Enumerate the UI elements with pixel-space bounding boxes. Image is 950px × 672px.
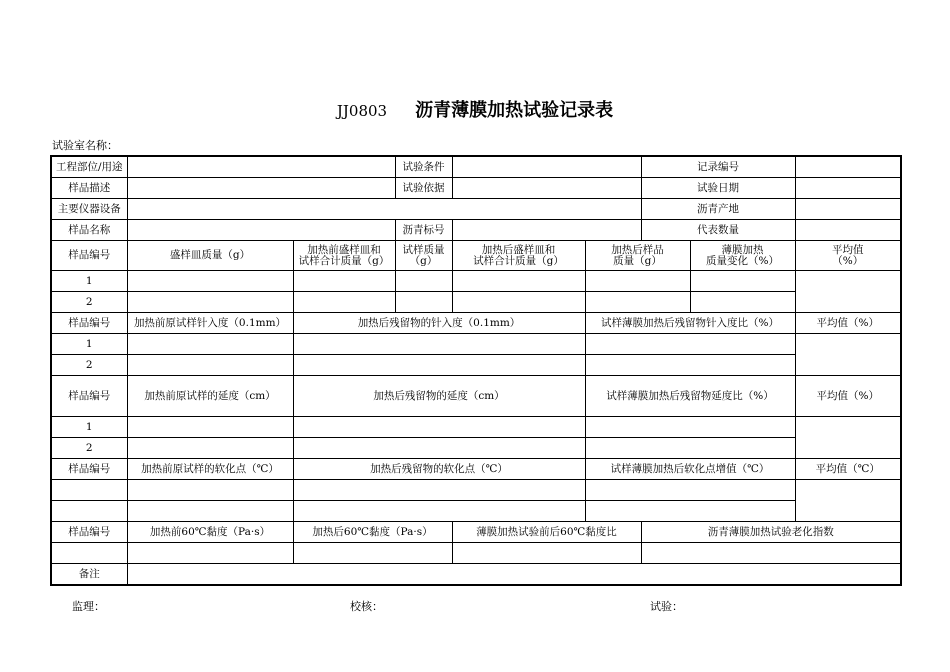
grade-field[interactable] (452, 220, 641, 241)
basis-field[interactable] (452, 178, 641, 199)
soft-after-cell[interactable] (293, 501, 585, 522)
sample-name-label: 样品名称 (51, 220, 127, 241)
ductility-row-2 (51, 438, 901, 459)
mass-sample-no-header: 样品编号 (51, 241, 127, 271)
duc-avg-cell[interactable] (795, 417, 901, 459)
soft-increase-cell[interactable] (585, 501, 795, 522)
softening-row-2 (51, 501, 901, 522)
instruments-field[interactable] (127, 199, 641, 220)
info-row-1 (51, 156, 901, 178)
dish-mass-header: 盛样皿质量（g） (127, 241, 293, 271)
heated-mass-cell[interactable] (585, 271, 690, 292)
pen-before-header: 加热前原试样针入度（0.1mm） (127, 313, 293, 334)
soft-increase-cell[interactable] (585, 480, 795, 501)
info-row-2 (51, 178, 901, 199)
duc-after-header: 加热后残留物的延度（cm） (293, 376, 585, 417)
before-total-cell[interactable] (293, 271, 395, 292)
reviewer-label: 校核： (350, 600, 383, 613)
duc-ratio-cell[interactable] (585, 438, 795, 459)
viscosity-row (51, 543, 901, 564)
soft-sample-cell[interactable] (51, 501, 127, 522)
test-date-label: 试验日期 (641, 178, 795, 199)
soft-before-header: 加热前原试样的软化点（℃） (127, 459, 293, 480)
pen-before-cell[interactable] (127, 355, 293, 376)
document-title (0, 96, 950, 122)
form-title: 沥青薄膜加热试验记录表 (415, 100, 614, 121)
heated-mass-cell[interactable] (585, 292, 690, 313)
remarks-row (51, 564, 901, 586)
mass-row-number: 2 (51, 292, 127, 313)
visc-before-header: 加热前60℃黏度（Pa·s） (127, 522, 293, 543)
penetration-header-row (51, 313, 901, 334)
soft-after-header: 加热后残留物的软化点（℃） (293, 459, 585, 480)
duc-before-header: 加热前原试样的延度（cm） (127, 376, 293, 417)
visc-aging-header: 沥青薄膜加热试验老化指数 (641, 522, 901, 543)
soft-before-cell[interactable] (127, 480, 293, 501)
duc-sample-no-header: 样品编号 (51, 376, 127, 417)
soft-sample-no-header: 样品编号 (51, 459, 127, 480)
duc-row-number: 2 (51, 438, 127, 459)
viscosity-header-row (51, 522, 901, 543)
soft-sample-cell[interactable] (51, 480, 127, 501)
pen-sample-no-header: 样品编号 (51, 313, 127, 334)
form-code: JJ0803 (336, 102, 388, 120)
soft-before-cell[interactable] (127, 501, 293, 522)
penetration-row-1 (51, 334, 901, 355)
duc-ratio-header: 试样薄膜加热后残留物延度比（%） (585, 376, 795, 417)
project-field[interactable] (127, 156, 395, 178)
heated-mass-header: 加热后样品 质量（g） (585, 241, 690, 271)
pen-row-number: 2 (51, 355, 127, 376)
tester-label: 试验： (650, 600, 683, 613)
duc-avg-header: 平均值（%） (795, 376, 901, 417)
sample-mass-header: 试样质量 （g） (395, 241, 452, 271)
conditions-field[interactable] (452, 156, 641, 178)
pen-row-number: 1 (51, 334, 127, 355)
soft-avg-header: 平均值（℃） (795, 459, 901, 480)
mass-row-2 (51, 292, 901, 313)
ductility-header-row (51, 376, 901, 417)
instruments-label: 主要仪器设备 (51, 199, 127, 220)
record-no-label: 记录编号 (641, 156, 795, 178)
pen-ratio-header: 试样薄膜加热后残留物针入度比（%） (585, 313, 795, 334)
lab-name-label: 试验室名称： (52, 139, 118, 152)
grade-label: 沥青标号 (395, 220, 452, 241)
soft-avg-cell[interactable] (795, 480, 901, 522)
mass-change-cell[interactable] (690, 271, 795, 292)
origin-label: 沥青产地 (641, 199, 795, 220)
origin-field[interactable] (795, 199, 901, 220)
sample-desc-label: 样品描述 (51, 178, 127, 199)
record-no-field[interactable] (795, 156, 901, 178)
mass-header-row (51, 241, 901, 271)
after-total-cell[interactable] (452, 292, 585, 313)
soft-increase-header: 试样薄膜加热后软化点增值（℃） (585, 459, 795, 480)
pen-avg-cell[interactable] (795, 334, 901, 376)
pen-avg-header: 平均值（%） (795, 313, 901, 334)
ductility-row-1 (51, 417, 901, 438)
softening-header-row (51, 459, 901, 480)
mass-row-1 (51, 271, 901, 292)
basis-label: 试验依据 (395, 178, 452, 199)
mass-avg-header: 平均值 （%） (795, 241, 901, 271)
quantity-field[interactable] (795, 220, 901, 241)
visc-sample-no-header: 样品编号 (51, 522, 127, 543)
sample-mass-cell[interactable] (395, 292, 452, 313)
pen-ratio-cell[interactable] (585, 355, 795, 376)
conditions-label: 试验条件 (395, 156, 452, 178)
soft-after-cell[interactable] (293, 480, 585, 501)
mass-row-number: 1 (51, 271, 127, 292)
test-date-field[interactable] (795, 178, 901, 199)
info-row-3 (51, 199, 901, 220)
sample-name-field[interactable] (127, 220, 395, 241)
pen-after-cell[interactable] (293, 334, 585, 355)
mass-change-header: 薄膜加热 质量变化（%） (690, 241, 795, 271)
softening-row-1 (51, 480, 901, 501)
sample-desc-field[interactable] (127, 178, 395, 199)
visc-aging-cell[interactable] (641, 543, 901, 564)
after-total-header: 加热后盛样皿和 试样合计质量（g） (452, 241, 585, 271)
duc-before-cell[interactable] (127, 438, 293, 459)
visc-ratio-cell[interactable] (452, 543, 641, 564)
penetration-row-2 (51, 355, 901, 376)
record-table (50, 155, 902, 586)
visc-after-cell[interactable] (293, 543, 452, 564)
dish-mass-cell[interactable] (127, 271, 293, 292)
pen-ratio-cell[interactable] (585, 334, 795, 355)
sample-mass-cell[interactable] (395, 271, 452, 292)
remarks-label: 备注 (51, 564, 127, 586)
dish-mass-cell[interactable] (127, 292, 293, 313)
duc-after-cell[interactable] (293, 417, 585, 438)
visc-after-header: 加热后60℃黏度（Pa·s） (293, 522, 452, 543)
pen-after-header: 加热后残留物的针入度（0.1mm） (293, 313, 585, 334)
mass-change-cell[interactable] (690, 292, 795, 313)
pen-before-cell[interactable] (127, 334, 293, 355)
duc-ratio-cell[interactable] (585, 417, 795, 438)
quantity-label: 代表数量 (641, 220, 795, 241)
visc-sample-cell[interactable] (51, 543, 127, 564)
duc-after-cell[interactable] (293, 438, 585, 459)
before-total-header: 加热前盛样皿和 试样合计质量（g） (293, 241, 395, 271)
before-total-cell[interactable] (293, 292, 395, 313)
mass-avg-cell[interactable] (795, 271, 901, 313)
duc-row-number: 1 (51, 417, 127, 438)
pen-after-cell[interactable] (293, 355, 585, 376)
visc-ratio-header: 薄膜加热试验前后60℃黏度比 (452, 522, 641, 543)
visc-before-cell[interactable] (127, 543, 293, 564)
duc-before-cell[interactable] (127, 417, 293, 438)
supervisor-label: 监理： (72, 600, 105, 613)
after-total-cell[interactable] (452, 271, 585, 292)
remarks-field[interactable] (127, 564, 901, 586)
project-label: 工程部位/用途 (51, 156, 127, 178)
info-row-4 (51, 220, 901, 241)
